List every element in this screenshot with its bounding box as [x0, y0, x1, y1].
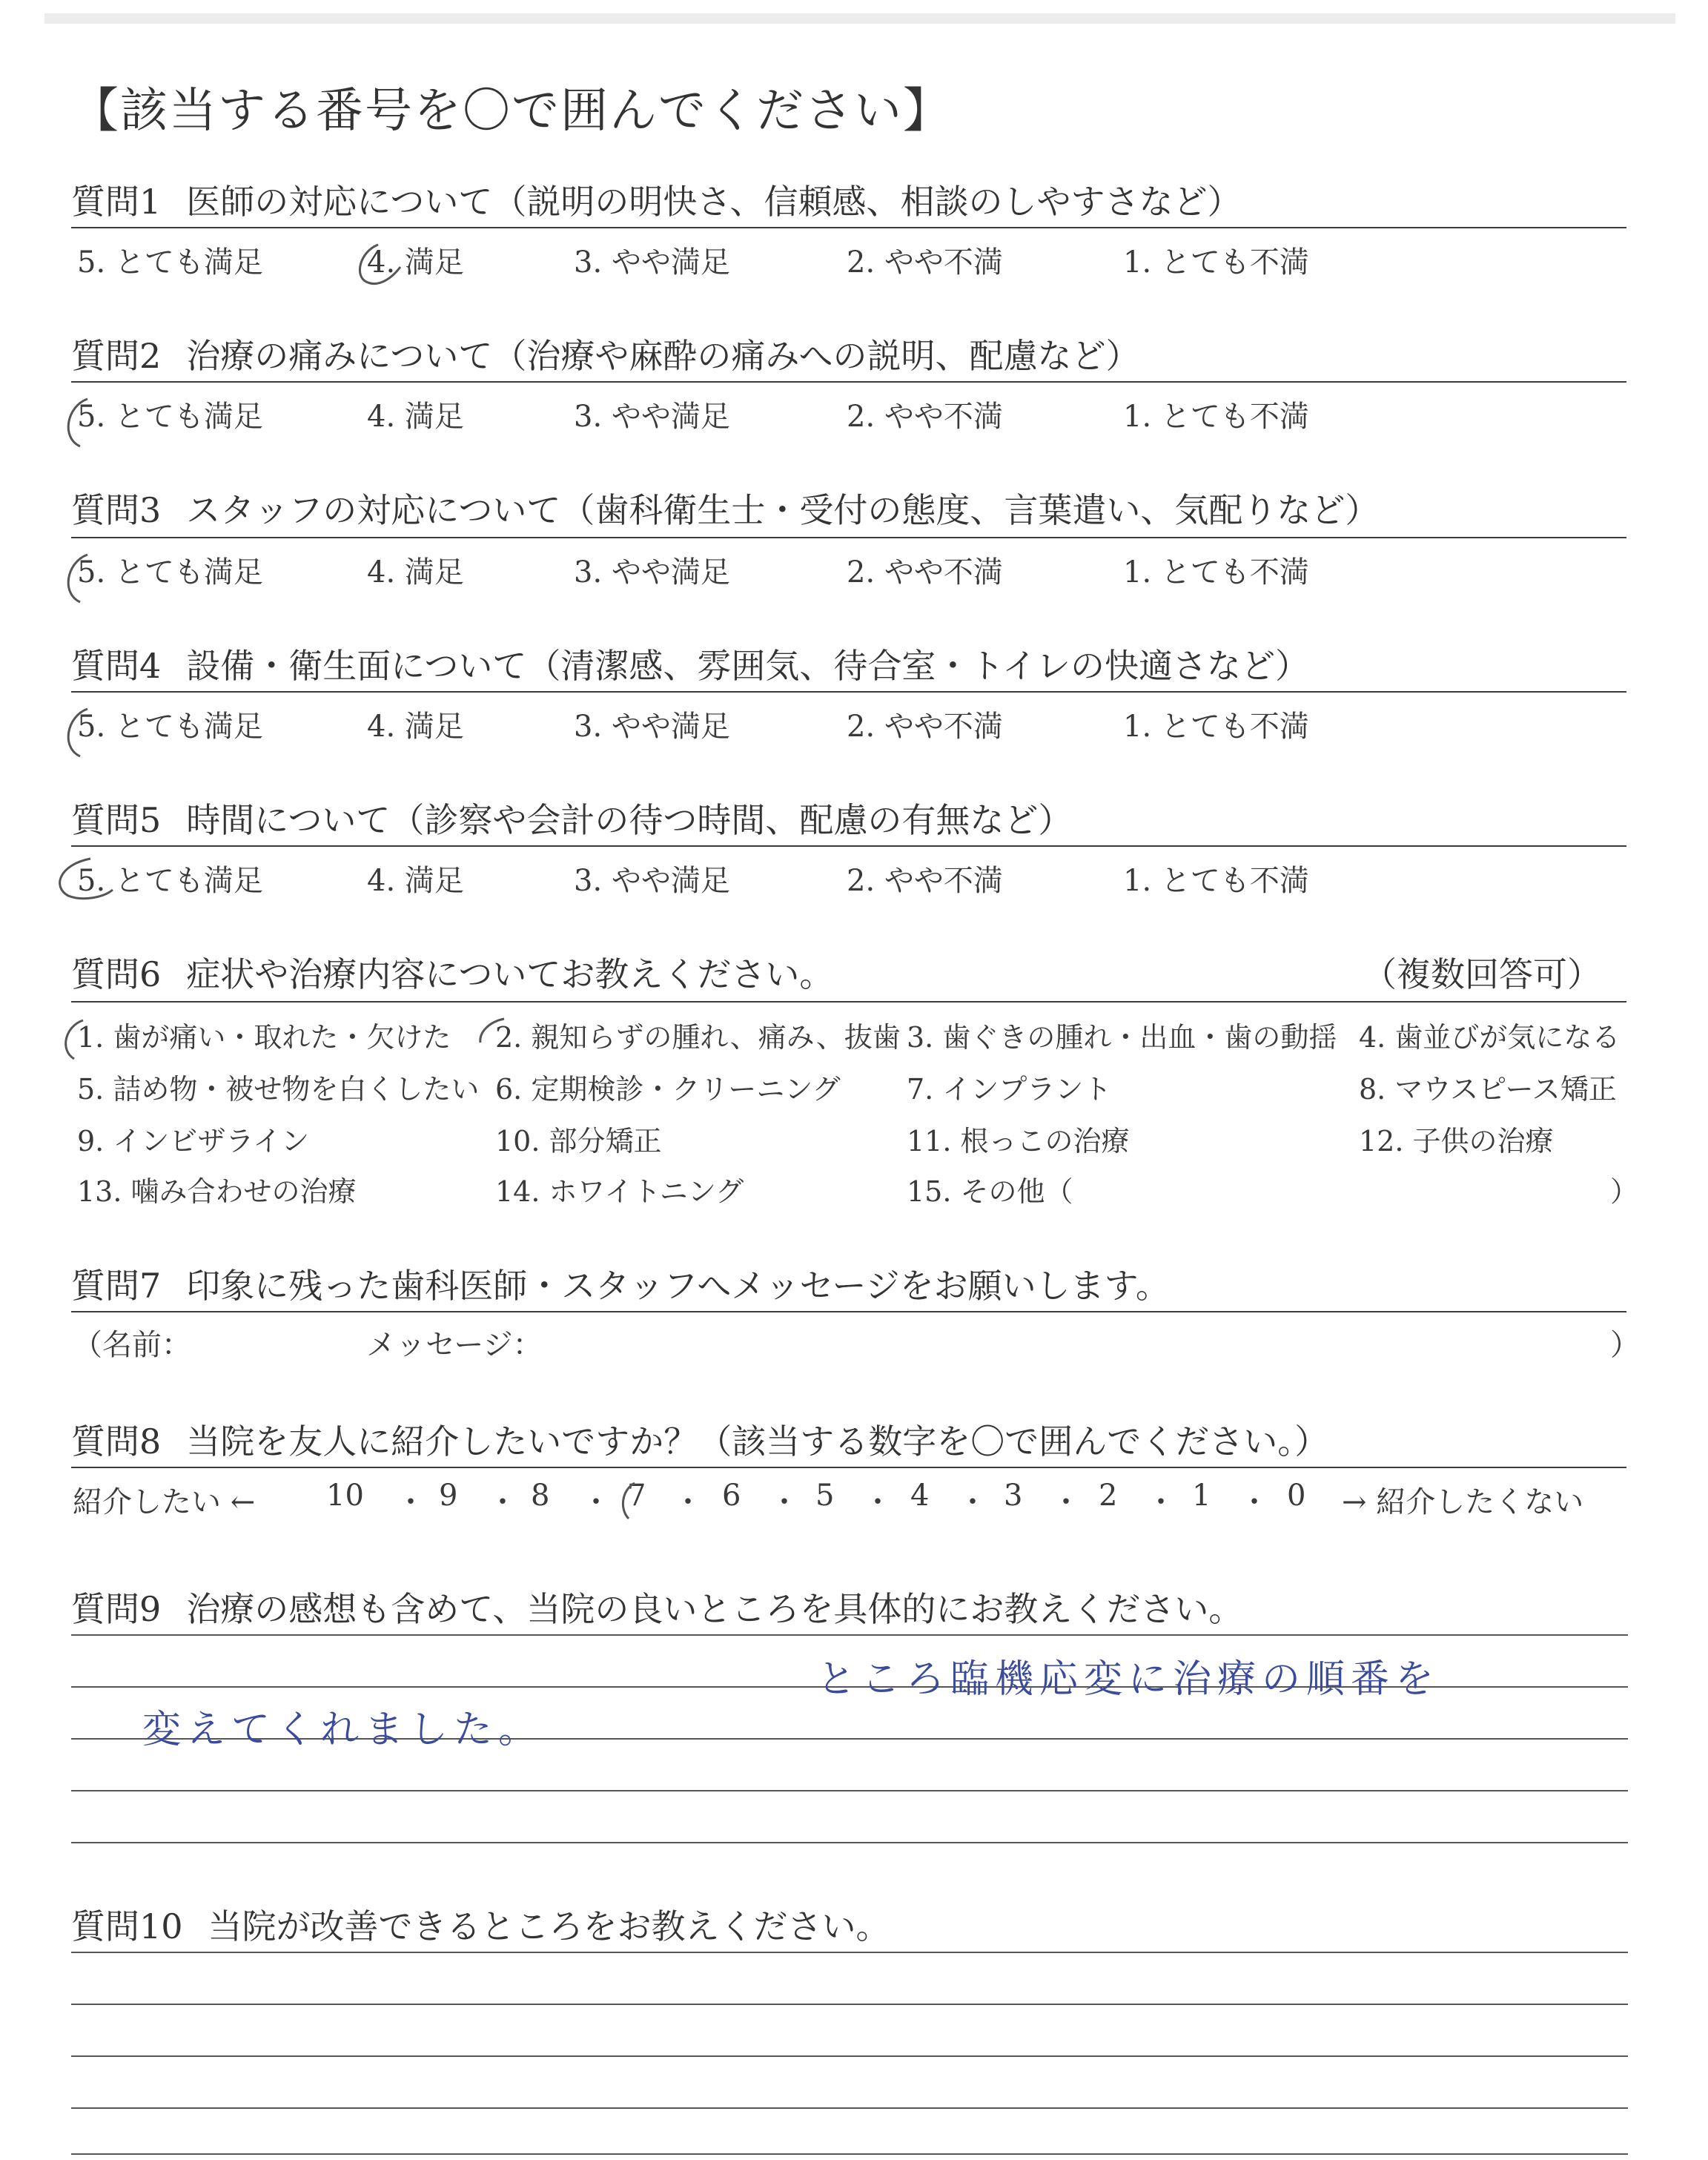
- question-number: 質問7: [71, 1266, 162, 1306]
- option-1[interactable]: 1. とても不満: [1123, 245, 1309, 280]
- question-3-heading: [71, 483, 1379, 532]
- handwritten-answer-line-2: 変えてくれました。: [142, 1708, 543, 1752]
- multiple-answers-note: （複数回答可）: [1363, 954, 1601, 994]
- name-label: （名前：: [73, 1328, 191, 1362]
- question-5-heading: [71, 793, 1072, 842]
- question-10-heading: [71, 1900, 890, 1949]
- question-6-rule: [71, 1001, 1626, 1003]
- scale-value[interactable]: 6: [722, 1479, 741, 1513]
- question-text: 医師の対応について（説明の明快さ、信頼感、相談のしやすさなど）: [186, 182, 1242, 222]
- question-2-heading: [71, 329, 1139, 378]
- scale-value[interactable]: 0: [1287, 1479, 1306, 1513]
- message-close: ）: [1610, 1328, 1640, 1362]
- question-number: 質問6: [71, 954, 162, 994]
- option-4[interactable]: 4. 満足: [367, 555, 464, 589]
- answer-line: [71, 1790, 1628, 1791]
- question-text: 治療の感想も含めて、当院の良いところを具体的にお教えください。: [186, 1589, 1243, 1629]
- question-3-rule: [71, 537, 1626, 538]
- scale-separator: ・: [1051, 1485, 1081, 1519]
- symptom-option[interactable]: 14. ホワイトニング: [495, 1175, 744, 1208]
- option-1[interactable]: 1. とても不満: [1123, 555, 1309, 589]
- symptom-option[interactable]: 12. 子供の治療: [1359, 1125, 1554, 1157]
- scale-value[interactable]: 3: [1004, 1479, 1023, 1513]
- symptom-option[interactable]: 7. インプラント: [907, 1073, 1112, 1106]
- symptom-option[interactable]: 11. 根っこの治療: [907, 1125, 1130, 1157]
- question-number: 質問1: [71, 182, 162, 222]
- scale-separator: ・: [396, 1485, 426, 1519]
- option-3[interactable]: 3. やや満足: [574, 245, 730, 280]
- option-5[interactable]: 5. とても満足: [77, 710, 263, 744]
- question-number: 質問3: [71, 490, 162, 530]
- option-3[interactable]: 3. やや満足: [574, 555, 730, 589]
- question-4-heading: [71, 639, 1309, 688]
- question-text: 治療の痛みについて（治療や麻酔の痛みへの説明、配慮など）: [186, 336, 1140, 376]
- scale-separator: ・: [769, 1485, 799, 1519]
- question-5-rule: [71, 845, 1626, 847]
- question-text: 設備・衛生面について（清潔感、雰囲気、待合室・トイレの快適さなど）: [186, 646, 1310, 686]
- option-3[interactable]: 3. やや満足: [574, 864, 730, 898]
- scale-separator: ・: [958, 1485, 987, 1519]
- option-4[interactable]: 4. 満足: [367, 710, 464, 744]
- question-number: 質問2: [71, 336, 162, 376]
- question-8-heading: [71, 1415, 1328, 1464]
- scale-value[interactable]: 10: [326, 1479, 364, 1513]
- option-2[interactable]: 2. やや不満: [847, 710, 1003, 744]
- message-label: メッセージ：: [366, 1328, 543, 1362]
- option-3[interactable]: 3. やや満足: [574, 710, 730, 744]
- scale-separator: ・: [1146, 1485, 1176, 1519]
- scan-top-edge: [44, 13, 1675, 24]
- handwritten-answer-line-1: ところ臨機応変に治療の順番を: [817, 1657, 1440, 1702]
- question-number: 質問4: [71, 646, 162, 686]
- scale-value[interactable]: 8: [531, 1479, 550, 1513]
- question-6-heading: [71, 948, 833, 997]
- question-text: スタッフの対応について（歯科衛生士・受付の態度、言葉遣い、気配りなど）: [186, 490, 1380, 530]
- option-1[interactable]: 1. とても不満: [1123, 710, 1309, 744]
- scale-separator: ・: [488, 1485, 517, 1519]
- option-5[interactable]: 5. とても満足: [77, 555, 263, 589]
- scale-value[interactable]: 9: [439, 1479, 458, 1513]
- symptom-option[interactable]: 3. 歯ぐきの腫れ・出血・歯の動揺: [907, 1021, 1337, 1054]
- question-text: 当院を友人に紹介したいですか？（該当する数字を〇で囲んでください。）: [186, 1421, 1329, 1462]
- recommend-left-label: 紹介したい ←: [73, 1485, 256, 1519]
- answer-line: [71, 2004, 1628, 2005]
- question-8-rule: [71, 1467, 1626, 1468]
- answer-line: [71, 1952, 1628, 1953]
- option-2[interactable]: 2. やや不満: [847, 555, 1003, 589]
- question-number: 質問5: [71, 800, 162, 840]
- option-2[interactable]: 2. やや不満: [847, 400, 1003, 434]
- option-1[interactable]: 1. とても不満: [1123, 400, 1309, 434]
- option-4[interactable]: 4. 満足: [367, 400, 464, 434]
- question-number: 質問8: [71, 1421, 162, 1462]
- symptom-option[interactable]: 4. 歯並びが気になる: [1359, 1021, 1621, 1054]
- option-1[interactable]: 1. とても不満: [1123, 864, 1309, 898]
- option-3[interactable]: 3. やや満足: [574, 400, 730, 434]
- other-option-close: ）: [1610, 1175, 1639, 1208]
- option-5[interactable]: 5. とても満足: [77, 864, 263, 898]
- scale-separator: ・: [581, 1485, 611, 1519]
- symptom-option[interactable]: 5. 詰め物・被せ物を白くしたい: [77, 1073, 480, 1106]
- symptom-option[interactable]: 8. マウスピース矯正: [1359, 1073, 1617, 1106]
- question-text: 時間について（診察や会計の待つ時間、配慮の有無など）: [186, 800, 1073, 840]
- question-text: 当院が改善できるところをお教えください。: [208, 1906, 890, 1946]
- answer-line: [71, 1634, 1628, 1636]
- scale-separator: ・: [1239, 1485, 1269, 1519]
- scale-separator: ・: [673, 1485, 703, 1519]
- symptom-option[interactable]: 9. インビザライン: [77, 1125, 310, 1157]
- scale-value[interactable]: 5: [815, 1479, 835, 1513]
- question-text: 印象に残った歯科医師・スタッフへメッセージをお願いします。: [186, 1266, 1170, 1306]
- question-2-rule: [71, 381, 1626, 383]
- answer-line: [71, 2055, 1628, 2057]
- scale-value[interactable]: 1: [1192, 1479, 1211, 1513]
- answer-line: [71, 2153, 1628, 2155]
- question-number: 質問10: [71, 1906, 183, 1946]
- scale-value[interactable]: 2: [1099, 1479, 1118, 1513]
- option-2[interactable]: 2. やや不満: [847, 864, 1003, 898]
- option-5[interactable]: 5. とても満足: [77, 245, 263, 280]
- symptom-option[interactable]: 2. 親知らずの腫れ、痛み、抜歯: [495, 1021, 901, 1054]
- question-1-heading: [71, 175, 1242, 224]
- question-1-rule: [71, 227, 1626, 228]
- symptom-option[interactable]: 1. 歯が痛い・取れた・欠けた: [77, 1021, 451, 1054]
- question-7-heading: [71, 1259, 1170, 1308]
- page-title: 【該当する番号を〇で囲んでください】: [71, 84, 952, 139]
- scale-value[interactable]: 4: [910, 1479, 930, 1513]
- recommend-right-label: → 紹介したくない: [1342, 1485, 1584, 1519]
- option-5[interactable]: 5. とても満足: [77, 400, 263, 434]
- answer-line: [71, 2107, 1628, 2109]
- symptom-option[interactable]: 10. 部分矯正: [495, 1125, 662, 1157]
- symptom-option[interactable]: 13. 噛み合わせの治療: [77, 1175, 357, 1208]
- question-number: 質問9: [71, 1589, 162, 1629]
- scale-separator: ・: [863, 1485, 893, 1519]
- question-7-rule: [71, 1311, 1626, 1312]
- question-text: 症状や治療内容についてお教えください。: [186, 954, 834, 994]
- option-2[interactable]: 2. やや不満: [847, 245, 1003, 280]
- symptom-option[interactable]: 6. 定期検診・クリーニング: [495, 1073, 841, 1106]
- question-4-rule: [71, 691, 1626, 693]
- answer-line: [71, 1842, 1628, 1843]
- scale-value[interactable]: 7: [627, 1479, 646, 1513]
- question-9-heading: [71, 1582, 1242, 1631]
- other-option[interactable]: 15. その他（: [907, 1175, 1073, 1208]
- option-4[interactable]: 4. 満足: [367, 245, 464, 280]
- option-4[interactable]: 4. 満足: [367, 864, 464, 898]
